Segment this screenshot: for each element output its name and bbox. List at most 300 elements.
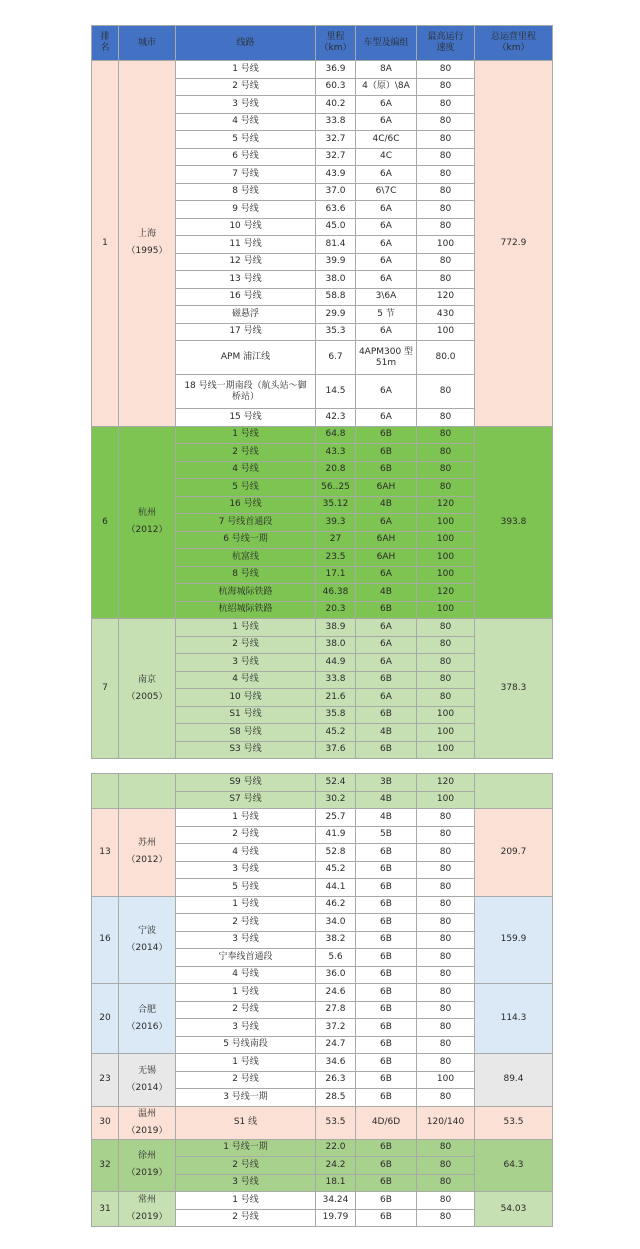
max-speed: 80 [417,949,475,967]
city-year: （1995） [126,246,168,257]
max-speed: 80 [417,201,475,219]
train-type: 6\7C [356,183,417,201]
train-type: 6AH [356,479,417,497]
city-cell [119,61,176,427]
line-name: 18 号线一期南段（航头站～御 桥站） [176,375,316,409]
max-speed: 100 [417,236,475,254]
city-cell [119,984,176,1054]
max-speed: 120 [417,584,475,602]
train-type: 4（原）\8A [356,78,417,96]
total-length: 114.3 [475,984,553,1054]
max-speed: 80 [417,426,475,444]
line-name: 7 号线首通段 [176,514,316,532]
train-type: 6B [356,1089,417,1107]
table-row [92,1139,553,1157]
total-length: 53.5 [475,1106,553,1139]
train-type: 4B [356,724,417,742]
max-speed: 80 [417,409,475,427]
train-type: 5 节 [356,306,417,324]
city-name: 苏州 [137,838,156,849]
city-name: 常州 [137,1195,156,1205]
city-cell [119,619,176,759]
line-name: 4 号线 [176,461,316,479]
train-type: 6B [356,1192,417,1210]
table-row [92,984,553,1002]
city-year: （2012） [126,525,168,536]
line-name: S1 线 [176,1106,316,1139]
city-name: 宁波 [137,925,156,936]
train-type: 6B [356,896,417,914]
train-type: 4B [356,496,417,514]
train-type: 6A [356,375,417,409]
city-year: （2016） [126,1021,168,1032]
line-length: 52.8 [316,844,356,862]
line-name: 5 号线 [176,479,316,497]
line-name: 2 号线 [176,914,316,932]
max-speed: 100 [417,531,475,549]
train-type: 6A [356,689,417,707]
line-name: S3 号线 [176,741,316,759]
max-speed: 100 [417,601,475,619]
max-speed: 120 [417,496,475,514]
line-length: 18.1 [316,1174,356,1192]
table-row [92,426,553,444]
train-type: 6B [356,844,417,862]
max-speed: 80 [417,375,475,409]
metro-table-body-1 [92,26,553,759]
train-type: 6B [356,1036,417,1054]
train-type: 6A [356,253,417,271]
line-name: 4 号线 [176,844,316,862]
line-name: 3 号线 [176,931,316,949]
max-speed: 80 [417,1019,475,1037]
max-speed: 80 [417,148,475,166]
line-length: 39.9 [316,253,356,271]
line-name: 杭富线 [176,549,316,567]
total-length: 89.4 [475,1054,553,1107]
rank-cell: 23 [92,1054,119,1107]
line-name: 6 号线 [176,148,316,166]
train-type: 6B [356,671,417,689]
city-name: 无锡 [137,1065,156,1076]
city-year: （2019） [126,1168,168,1179]
line-name: 1 号线 [176,984,316,1002]
train-type: 6B [356,706,417,724]
line-name: 17 号线 [176,323,316,341]
train-type: 6B [356,1209,417,1227]
header-city: 城市 [119,26,176,61]
table-row [92,1106,553,1139]
line-name: S9 号线 [176,774,316,792]
max-speed: 80 [417,131,475,149]
max-speed: 80 [417,654,475,672]
line-name: 16 号线 [176,496,316,514]
max-speed: 80 [417,96,475,114]
line-length: 64.8 [316,426,356,444]
line-name: 3 号线 [176,1019,316,1037]
line-name: 2 号线 [176,1071,316,1089]
max-speed: 80 [417,61,475,79]
line-length: 38.2 [316,931,356,949]
line-name: 16 号线 [176,288,316,306]
line-length: 26.3 [316,1071,356,1089]
train-type: 6A [356,166,417,184]
train-type: 6B [356,879,417,897]
line-name: 1 号线 [176,619,316,637]
total-length [475,774,553,809]
train-type: 3\6A [356,288,417,306]
train-type: 5B [356,826,417,844]
line-length: 35.12 [316,496,356,514]
line-name: 2 号线 [176,444,316,462]
line-length: 63.6 [316,201,356,219]
max-speed: 80 [417,183,475,201]
line-name: 15 号线 [176,409,316,427]
train-type: 6B [356,1157,417,1175]
city-name: 杭州 [137,508,156,519]
city-name: 温州 [137,1108,156,1119]
line-name: 4 号线 [176,113,316,131]
table-row [92,619,553,637]
line-length: 20.8 [316,461,356,479]
train-type: 6A [356,409,417,427]
train-type: 6A [356,323,417,341]
train-type: 4B [356,791,417,809]
train-type: 6B [356,461,417,479]
line-length: 34.0 [316,914,356,932]
line-length: 21.6 [316,689,356,707]
train-type: 6AH [356,549,417,567]
metro-table-body-2 [92,774,553,1227]
rank-cell: 32 [92,1139,119,1192]
line-length: 52.4 [316,774,356,792]
rank-cell: 16 [92,896,119,984]
city-cell [119,774,176,809]
train-type: 6B [356,966,417,984]
line-length: 19.79 [316,1209,356,1227]
rank-cell: 31 [92,1192,119,1227]
max-speed: 430 [417,306,475,324]
max-speed: 80 [417,253,475,271]
train-type: 6A [356,218,417,236]
line-name: 5 号线南段 [176,1036,316,1054]
city-name: 上海 [137,229,156,240]
table-row [92,1192,553,1210]
train-type: 6B [356,984,417,1002]
city-year: （2019） [126,1212,168,1222]
max-speed: 80 [417,1209,475,1227]
train-type: 6B [356,1139,417,1157]
line-length: 23.5 [316,549,356,567]
line-name: 13 号线 [176,271,316,289]
line-name: S1 号线 [176,706,316,724]
line-length: 14.5 [316,375,356,409]
line-name: 3 号线 [176,861,316,879]
line-length: 43.9 [316,166,356,184]
rank-cell: 30 [92,1106,119,1139]
max-speed: 80 [417,479,475,497]
max-speed: 80 [417,1036,475,1054]
line-length: 27 [316,531,356,549]
train-type: 6B [356,1174,417,1192]
max-speed: 80 [417,271,475,289]
max-speed: 80 [417,1089,475,1107]
city-year: （2014） [126,942,168,953]
max-speed: 100 [417,741,475,759]
line-name: S7 号线 [176,791,316,809]
total-length: 772.9 [475,61,553,427]
line-length: 46.38 [316,584,356,602]
line-length: 28.5 [316,1089,356,1107]
max-speed: 100 [417,514,475,532]
train-type: 8A [356,61,417,79]
max-speed: 80.0 [417,341,475,375]
max-speed: 100 [417,791,475,809]
train-type: 6A [356,113,417,131]
city-year: （2012） [126,855,168,866]
line-length: 43.3 [316,444,356,462]
line-name: 磁悬浮 [176,306,316,324]
line-length: 45.2 [316,861,356,879]
line-name: 4 号线 [176,671,316,689]
total-length: 64.3 [475,1139,553,1192]
line-name: 2 号线 [176,636,316,654]
line-name: 1 号线 [176,61,316,79]
line-name: 6 号线一期 [176,531,316,549]
city-cell [119,809,176,897]
train-type: 6B [356,601,417,619]
max-speed: 80 [417,166,475,184]
train-type: 6B [356,1071,417,1089]
table-row [92,1054,553,1072]
city-year: （2005） [126,691,168,702]
city-name: 合肥 [137,1004,156,1015]
header-line: 线路 [176,26,316,61]
train-type: 6B [356,861,417,879]
max-speed: 80 [417,914,475,932]
max-speed: 80 [417,1001,475,1019]
train-type: 6B [356,444,417,462]
total-length: 378.3 [475,619,553,759]
line-length: 37.2 [316,1019,356,1037]
train-type: 4APM300 型 51m [356,341,417,375]
line-length: 42.3 [316,409,356,427]
line-name: 10 号线 [176,218,316,236]
max-speed: 100 [417,724,475,742]
line-length: 40.2 [316,96,356,114]
line-length: 45.2 [316,724,356,742]
line-name: 7 号线 [176,166,316,184]
max-speed: 80 [417,113,475,131]
city-year: （2014） [126,1082,168,1093]
line-length: 58.8 [316,288,356,306]
max-speed: 80 [417,444,475,462]
total-length: 393.8 [475,426,553,619]
line-length: 37.0 [316,183,356,201]
table-row [92,896,553,914]
max-speed: 80 [417,461,475,479]
header-total: 总运营里程 （km） [475,26,553,61]
line-name: 10 号线 [176,689,316,707]
total-length: 209.7 [475,809,553,897]
train-type: 6A [356,96,417,114]
max-speed: 120 [417,288,475,306]
line-name: 1 号线 [176,1192,316,1210]
train-type: 6A [356,236,417,254]
line-length: 22.0 [316,1139,356,1157]
line-name: 杭海城际铁路 [176,584,316,602]
line-name: 宁奉线首通段 [176,949,316,967]
max-speed: 80 [417,671,475,689]
max-speed: 80 [417,78,475,96]
line-length: 17.1 [316,566,356,584]
max-speed: 100 [417,1071,475,1089]
total-length: 54.03 [475,1192,553,1227]
max-speed: 80 [417,984,475,1002]
line-length: 36.9 [316,61,356,79]
max-speed: 80 [417,1139,475,1157]
line-name: 2 号线 [176,1209,316,1227]
max-speed: 100 [417,706,475,724]
line-name: 5 号线 [176,879,316,897]
line-length: 41.9 [316,826,356,844]
train-type: 6A [356,271,417,289]
header-rank: 排名 [92,26,119,61]
line-length: 36.0 [316,966,356,984]
line-name: 1 号线 [176,896,316,914]
max-speed: 80 [417,689,475,707]
line-name: 1 号线 [176,809,316,827]
line-length: 34.6 [316,1054,356,1072]
max-speed: 100 [417,549,475,567]
line-length: 27.8 [316,1001,356,1019]
max-speed: 80 [417,931,475,949]
max-speed: 80 [417,1054,475,1072]
line-length: 24.2 [316,1157,356,1175]
max-speed: 80 [417,218,475,236]
max-speed: 80 [417,966,475,984]
train-type: 3B [356,774,417,792]
line-name: 5 号线 [176,131,316,149]
line-name: 2 号线 [176,1001,316,1019]
train-type: 6B [356,949,417,967]
line-length: 24.6 [316,984,356,1002]
train-type: 4B [356,809,417,827]
city-cell [119,1106,176,1139]
line-length: 38.9 [316,619,356,637]
train-type: 6B [356,1054,417,1072]
line-length: 45.0 [316,218,356,236]
line-name: 1 号线 [176,1054,316,1072]
max-speed: 80 [417,1192,475,1210]
city-cell [119,1054,176,1107]
line-length: 38.0 [316,636,356,654]
max-speed: 80 [417,896,475,914]
train-type: 6B [356,1001,417,1019]
max-speed: 80 [417,636,475,654]
line-name: 3 号线 [176,654,316,672]
header-row [92,26,553,61]
line-name: 8 号线 [176,566,316,584]
city-cell [119,1139,176,1192]
train-type: 6A [356,619,417,637]
line-name: APM 浦江线 [176,341,316,375]
train-type: 4C/6C [356,131,417,149]
train-type: 6B [356,914,417,932]
train-type: 6A [356,654,417,672]
line-length: 25.7 [316,809,356,827]
rank-cell: 13 [92,809,119,897]
line-name: 12 号线 [176,253,316,271]
line-name: 1 号线 [176,426,316,444]
line-length: 20.3 [316,601,356,619]
line-name: 3 号线 [176,96,316,114]
rank-cell [92,774,119,809]
rank-cell: 1 [92,61,119,427]
line-length: 56..25 [316,479,356,497]
train-type: 6A [356,566,417,584]
table-row [92,774,553,792]
table-row [92,809,553,827]
line-length: 39.3 [316,514,356,532]
line-length: 32.7 [316,148,356,166]
train-type: 4D/6D [356,1106,417,1139]
line-length: 53.5 [316,1106,356,1139]
max-speed: 120/140 [417,1106,475,1139]
line-length: 60.3 [316,78,356,96]
max-speed: 80 [417,809,475,827]
line-length: 35.3 [316,323,356,341]
line-name: 8 号线 [176,183,316,201]
metro-table-part-1 [91,25,553,759]
max-speed: 80 [417,844,475,862]
line-length: 24.7 [316,1036,356,1054]
city-cell [119,896,176,984]
line-name: 11 号线 [176,236,316,254]
line-length: 5.6 [316,949,356,967]
line-length: 33.8 [316,113,356,131]
city-year: （2019） [126,1125,168,1136]
header-length: 里程 （km） [316,26,356,61]
max-speed: 100 [417,566,475,584]
line-name: 4 号线 [176,966,316,984]
header-train: 车型及编组 [356,26,417,61]
max-speed: 80 [417,826,475,844]
city-name: 南京 [137,674,156,685]
table-row [92,61,553,79]
train-type: 4C [356,148,417,166]
train-type: 6B [356,1019,417,1037]
city-cell [119,426,176,619]
rank-cell: 7 [92,619,119,759]
max-speed: 80 [417,619,475,637]
line-length: 33.8 [316,671,356,689]
train-type: 6B [356,741,417,759]
city-name: 徐州 [137,1151,156,1162]
line-length: 6.7 [316,341,356,375]
line-length: 44.1 [316,879,356,897]
line-name: 1 号线一期 [176,1139,316,1157]
max-speed: 120 [417,774,475,792]
line-name: 2 号线 [176,826,316,844]
line-length: 35.8 [316,706,356,724]
city-cell [119,1192,176,1227]
rank-cell: 20 [92,984,119,1054]
max-speed: 80 [417,1157,475,1175]
line-name: 9 号线 [176,201,316,219]
line-length: 37.6 [316,741,356,759]
train-type: 6A [356,636,417,654]
